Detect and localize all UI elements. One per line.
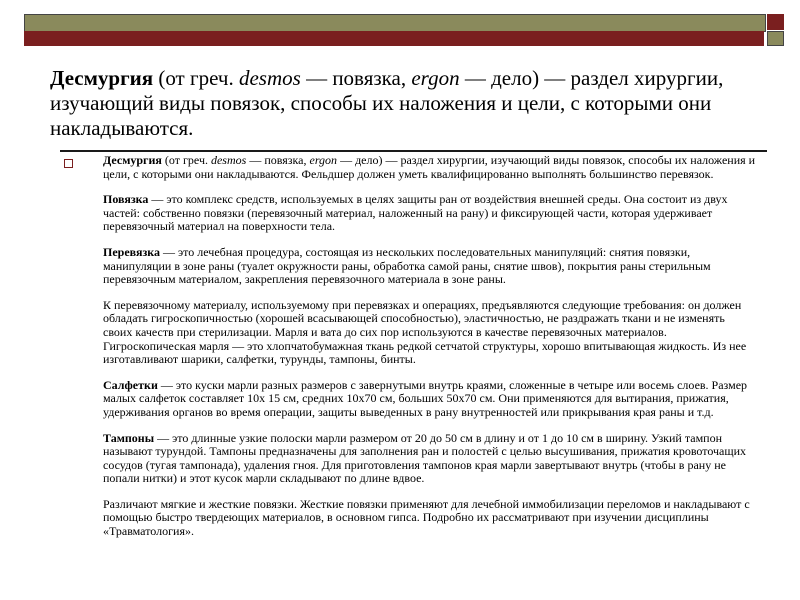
paragraph-text: — повязка,	[246, 153, 310, 167]
title-part1: (от греч.	[153, 66, 239, 90]
title-part2: — повязка,	[300, 66, 412, 90]
title-desmos: desmos	[238, 66, 301, 90]
paragraph-dressing	[103, 246, 757, 287]
header-square-maroon	[767, 14, 784, 30]
paragraph-text: — это комплекс средств, используемых в целях защиты ран от воздействия внешней среды. Она состоит из двух частей: собственно повязки (перевязочный материал, наложенный на рану) и фиксирующей части, которая удерживает перевязочный материал на поверхности тела.	[103, 192, 728, 234]
paragraph-materials	[103, 299, 757, 367]
slide-body	[103, 154, 757, 539]
term-dressing: Перевязка	[103, 244, 161, 259]
paragraph-text: — это лечебная процедура, состоящая из нескольких последовательных манипуляций: снятия повязки, манипуляции в зоне раны (туалет окружности раны, обработка самой раны, снятие швов), покрытия раны стерильным перевязочным материалом, закрепления перевязочного материала в зоне раны.	[103, 244, 711, 287]
square-bullet-icon	[64, 159, 73, 168]
header-bar-maroon	[24, 31, 764, 46]
paragraph-desmurgy	[103, 154, 757, 181]
term-ergon: ergon	[309, 153, 338, 167]
slide-title	[50, 66, 750, 141]
term-bandage: Повязка	[103, 192, 149, 207]
header-square-olive	[767, 31, 784, 46]
title-ergon: ergon	[411, 66, 460, 90]
term-desmos: desmos	[210, 153, 247, 167]
paragraph-text: К перевязочному материалу, используемому при перевязках и операциях, предъявляются следующие требования: он должен обладать гигроскопичностью (хорошей всасывающей способностью), эластичностью, не раздражать ткани и не изменять своих качеств при стерилизации. Марля и вата до сих пор используются в качестве перевязочных материалов. Гигроскопическая марля — это хлопчатобумажная ткань редкой сетчатой структуры, хорошо впитывающая жидкость. Из нее изготавливают шарики, салфетки, турунды, тампоны, бинты.	[103, 297, 747, 367]
title-divider	[60, 150, 767, 152]
paragraph-bandage-types	[103, 498, 757, 539]
term-napkins: Салфетки	[103, 377, 158, 392]
title-part3: — дело) — раздел хирургии, изучающий виды повязок, способы их наложения и цели, с которыми они накладываются.	[50, 66, 724, 140]
term-desmurgy: Десмургия	[103, 153, 162, 167]
paragraph-text: (от греч.	[161, 153, 211, 167]
paragraph-tampons	[103, 432, 757, 486]
paragraph-text: Различают мягкие и жесткие повязки. Жесткие повязки применяют для лечебной иммобилизации переломов и накладывают с помощью быстро твердеющих материалов, в основном гипса. Подробно их рассматривают при изучении дисциплины «Травматология».	[103, 496, 750, 539]
paragraph-text: — дело) — раздел хирургии, изучающий виды повязок, способы их наложения и цели, с которыми они накладываются. Фельдшер должен уметь квалифицированно выполнять большинство перевязок.	[103, 153, 756, 181]
title-term: Десмургия	[50, 66, 154, 90]
term-tampons: Тампоны	[103, 430, 155, 445]
paragraph-bandage	[103, 193, 757, 234]
paragraph-napkins	[103, 379, 757, 420]
paragraph-text: — это длинные узкие полоски марли размером от 20 до 50 см в длину и от 1 до 10 см в ширину. Узкий тампон называют турундой. Тампоны предназначены для заполнения ран и полостей с целью высушивания, прижатия кровоточащих сосудов (тугая тампонада), удаления гноя. Для приготовления тампонов края марли завертывают внутрь (чтобы в рану не попали нитки) и этот кусок марли складывают по длине вдвое.	[103, 430, 747, 486]
paragraph-text: — это куски марли разных размеров с завернутыми внутрь краями, сложенные в четыре или восемь слоев. Размер малых салфеток составляет 10х 15 см, средних 10х70 см, больших 50х70 см. Они применяются для вытирания, прижатия, удерживания органов во время операции, защиты выведенных в рану внутренностей или прикрывания края раны и т.д.	[103, 377, 748, 419]
header-bar-olive	[24, 14, 766, 32]
